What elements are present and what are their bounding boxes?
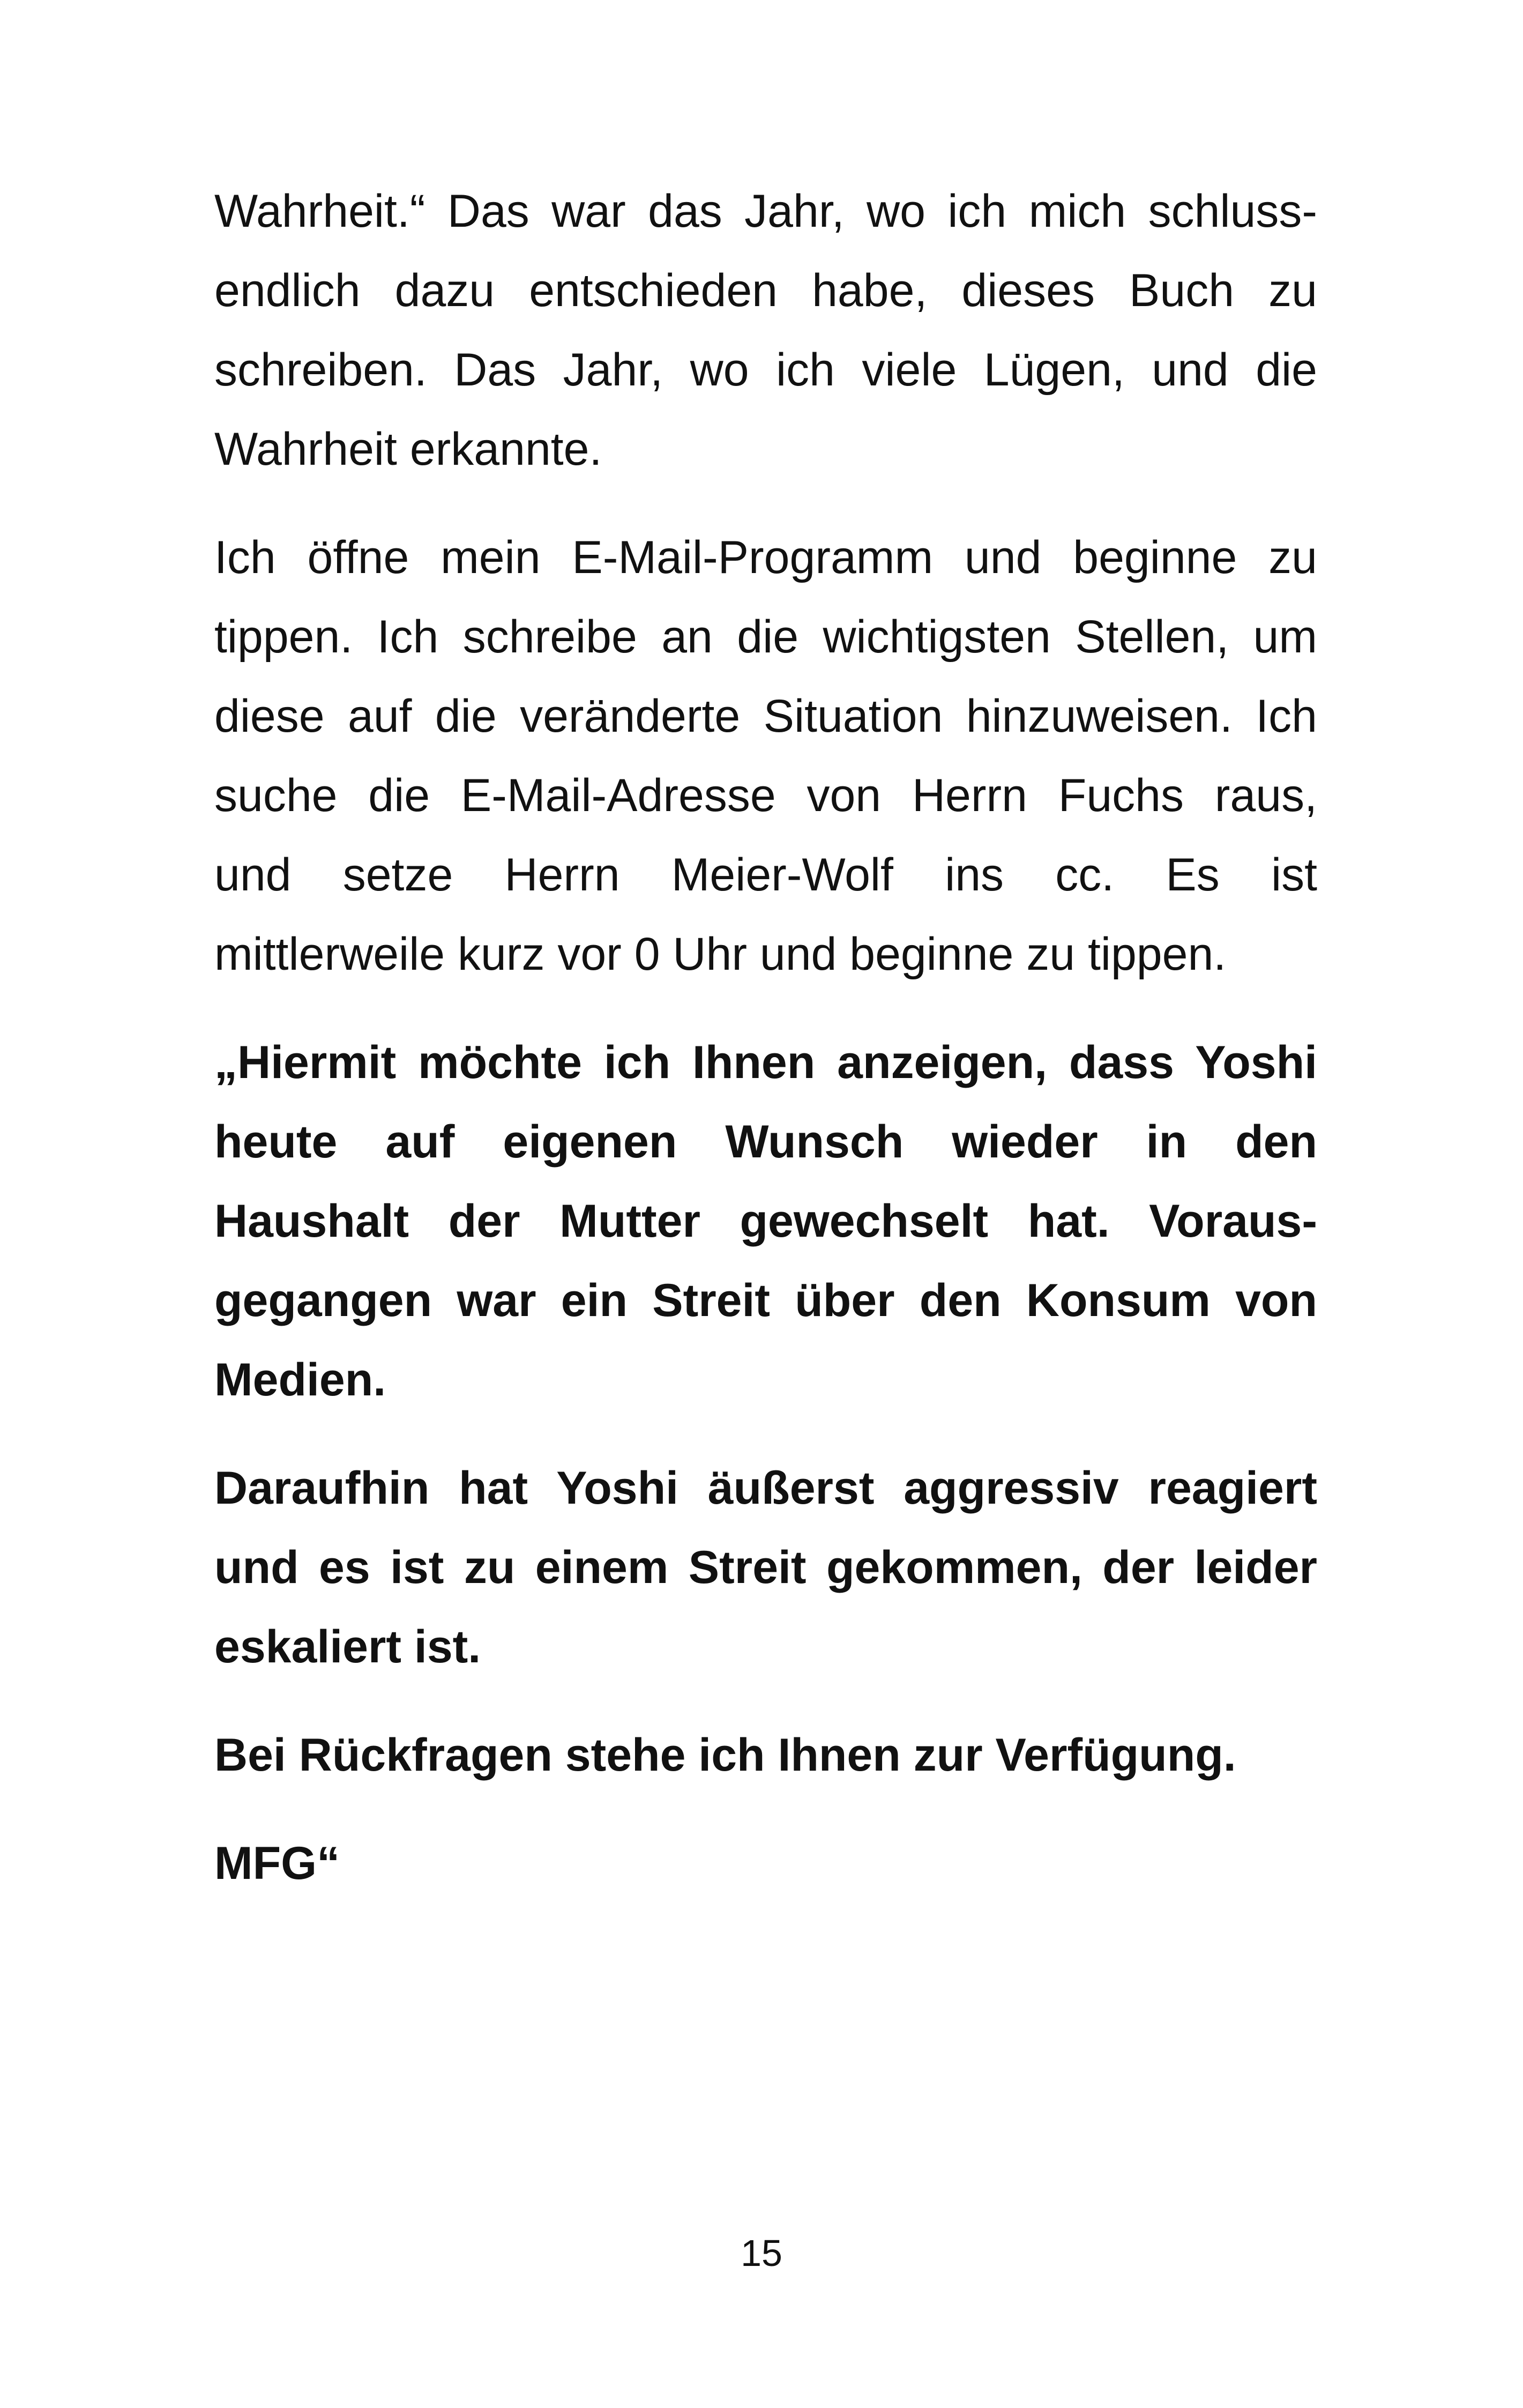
page-number: 15 (741, 2232, 782, 2274)
text-line: Medien. (214, 1354, 386, 1406)
email-signoff (214, 1824, 1317, 1903)
body-text (214, 172, 1317, 1932)
text-line: Ich öffne mein E-Mail-Programm und beginne zu (214, 532, 1317, 583)
text-line: mittlerweile kurz vor 0 Uhr und beginne zu tippen. (214, 928, 1227, 980)
text-line: „Hiermit möchte ich Ihnen anzeigen, dass Yoshi (214, 1037, 1317, 1088)
text-line: Wahrheit erkannte. (214, 423, 602, 475)
text-line: Bei Rückfragen stehe ich Ihnen zur Verfügung. (214, 1729, 1236, 1781)
text-line: endlich dazu entschieden habe, dieses Buch zu (214, 265, 1317, 316)
text-line: und es ist zu einem Streit gekommen, der leider (214, 1542, 1317, 1593)
text-line: Wahrheit.“ Das war das Jahr, wo ich mich schluss- (214, 185, 1317, 237)
text-line: suche die E-Mail-Adresse von Herrn Fuchs raus, (214, 770, 1317, 821)
email-paragraph-2 (214, 1448, 1317, 1686)
text-line: schreiben. Das Jahr, wo ich viele Lügen, und die (214, 344, 1317, 396)
text-line: gegangen war ein Streit über den Konsum von (214, 1275, 1317, 1326)
text-line: tippen. Ich schreibe an die wichtigsten Stellen, um (214, 611, 1317, 663)
text-line: heute auf eigenen Wunsch wieder in den (214, 1116, 1317, 1168)
paragraph-2 (214, 518, 1317, 994)
paragraph-1 (214, 172, 1317, 489)
email-paragraph-1 (214, 1023, 1317, 1419)
text-line: MFG“ (214, 1838, 340, 1889)
text-line: Daraufhin hat Yoshi äußerst aggressiv reagiert (214, 1462, 1317, 1514)
text-line: und setze Herrn Meier-Wolf ins cc. Es ist (214, 849, 1317, 901)
text-line: eskaliert ist. (214, 1621, 481, 1673)
text-line: Haushalt der Mutter gewechselt hat. Voraus- (214, 1195, 1317, 1247)
text-line: diese auf die veränderte Situation hinzuweisen. Ich (214, 690, 1317, 742)
email-paragraph-3 (214, 1715, 1317, 1795)
